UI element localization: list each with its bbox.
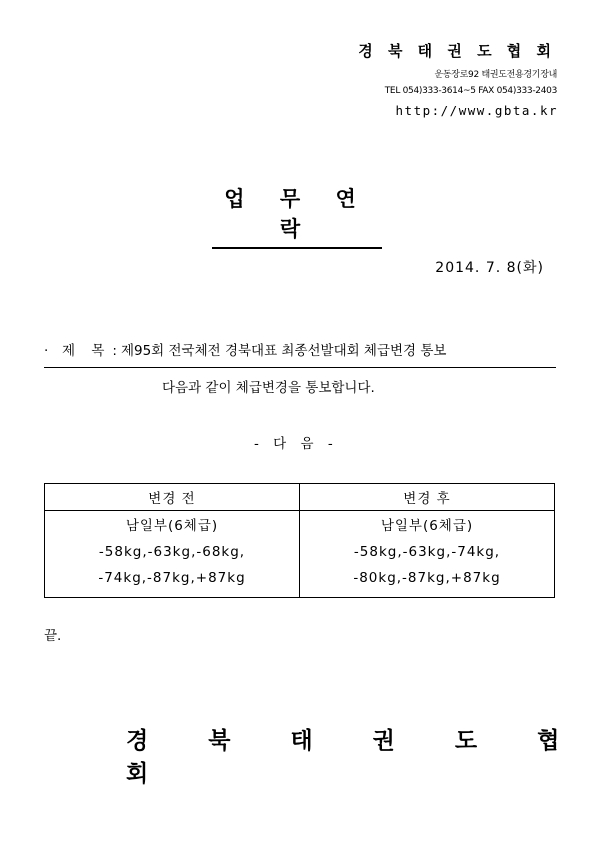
header-before: 변경 전 — [45, 484, 300, 511]
header-website: http://www.gbta.kr — [395, 103, 558, 118]
section-marker: - 다 음 - — [254, 436, 338, 452]
end-mark: 끝. — [44, 628, 62, 644]
subject-text: 제95회 전국체전 경북대표 최종선발대회 체급변경 통보 — [120, 343, 447, 359]
before-classes-line1: -58kg,-63kg,-68kg, — [98, 544, 246, 560]
subject-bullet: · — [44, 343, 49, 359]
body-text: 다음과 같이 체급변경을 통보합니다. — [162, 380, 375, 396]
before-cell — [45, 511, 300, 598]
header-after: 변경 후 — [300, 484, 555, 511]
header-org-name: 경 북 태 권 도 협 회 — [358, 42, 556, 60]
document-title: 업 무 연 락 — [212, 183, 382, 249]
document-date: 2014. 7. 8(화) — [435, 260, 544, 276]
after-classes-line1: -58kg,-63kg,-74kg, — [353, 544, 501, 560]
subject-colon: : — [112, 343, 117, 359]
subject-line — [44, 339, 556, 368]
subject-label: 제 목 — [62, 343, 111, 359]
header-address: 운동장로92 태권도전용경기장내 — [434, 70, 557, 80]
table-row — [45, 511, 555, 598]
weight-class-change-table — [44, 483, 555, 598]
before-classes-line2: -74kg,-87kg,+87kg — [98, 570, 246, 586]
table-header-row — [45, 484, 555, 511]
before-division: 남일부(6체급) — [125, 518, 219, 534]
header-tel-fax: TEL 054)333-3614~5 FAX 054)333-2403 — [384, 86, 557, 96]
footer-org-name: 경 북 태 권 도 협 회 — [126, 728, 586, 787]
after-cell — [300, 511, 555, 598]
after-classes-line2: -80kg,-87kg,+87kg — [353, 570, 501, 586]
after-division: 남일부(6체급) — [380, 518, 474, 534]
